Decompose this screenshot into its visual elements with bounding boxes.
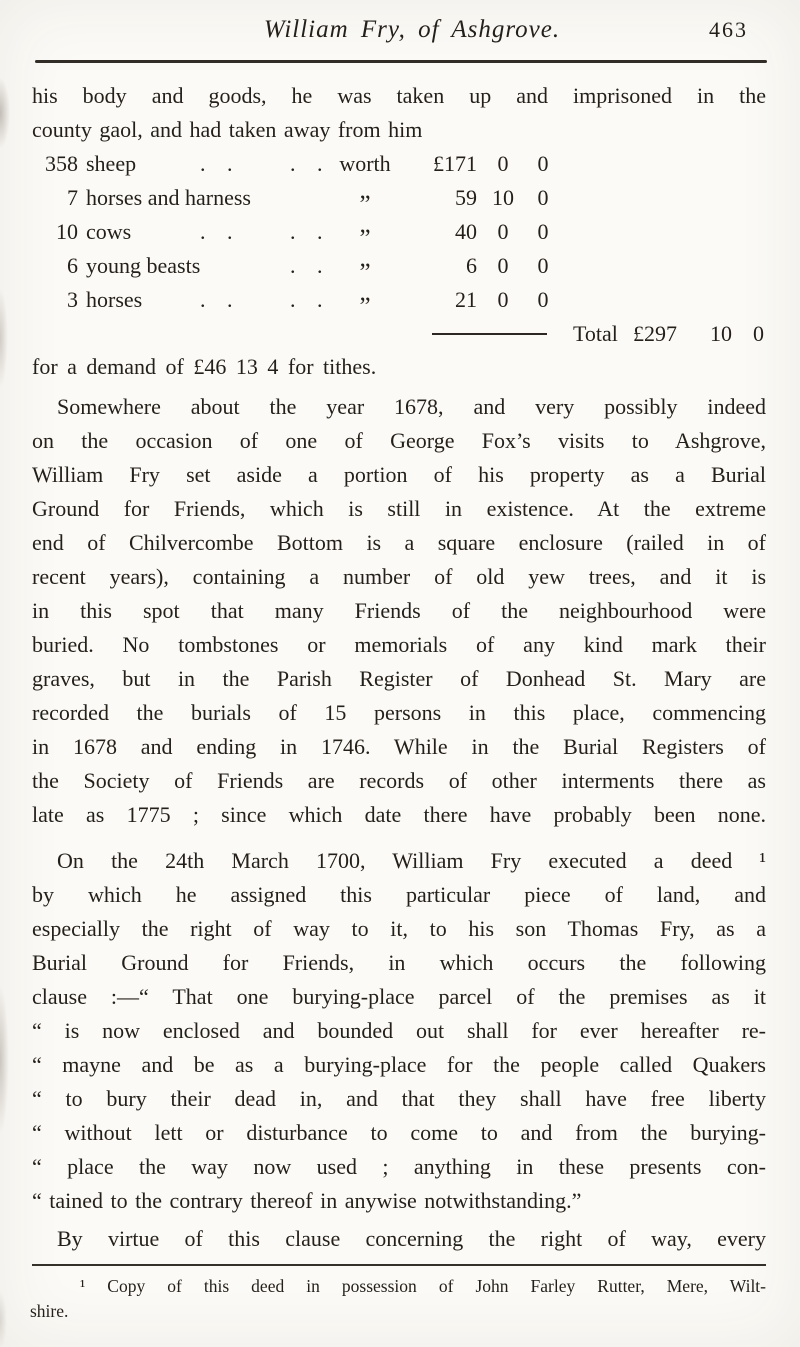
text-line: recorded the burials of 15 persons in this place, commencing — [32, 700, 766, 725]
worth-cell: worth — [339, 151, 391, 176]
paragraph — [32, 1222, 766, 1256]
pounds-cell: 59 — [455, 185, 477, 210]
table-row — [32, 279, 766, 317]
text-line: end of Chilvercombe Bottom is a square enclosure (railed in of — [32, 530, 766, 555]
pounds-cell: 21 — [455, 287, 477, 312]
pence-cell: 0 — [537, 287, 549, 312]
dot-leader: . . — [290, 253, 331, 278]
total-pence: 0 — [753, 321, 764, 346]
text-line: “ tained to the contrary thereof in anywise notwithstanding.” — [32, 1188, 582, 1213]
worth-cell: „ — [359, 245, 371, 272]
pence-cell: 0 — [537, 151, 549, 176]
footnote — [0, 1266, 800, 1324]
paragraph — [32, 844, 766, 1218]
pence-cell: 0 — [537, 219, 549, 244]
total-label: Total — [573, 321, 618, 346]
quantity-cell: 10 — [56, 219, 78, 244]
text-line: recent years), containing a number of old yew trees, and it is — [32, 564, 766, 589]
quantity-cell: 6 — [67, 253, 78, 278]
dot-leader: . . — [200, 151, 241, 176]
worth-cell: „ — [359, 279, 371, 306]
total-pounds: £297 — [633, 321, 677, 346]
text-line: buried. No tombstones or memorials of any kind mark their — [32, 632, 766, 657]
page-header — [0, 0, 800, 47]
pounds-cell: 40 — [455, 219, 477, 244]
pence-cell: 0 — [537, 253, 549, 278]
text-line: On the 24th March 1700, William Fry executed a deed ¹ — [57, 848, 766, 873]
text-line: Burial Ground for Friends, in which occurs the following — [32, 950, 766, 975]
livestock-valuation-table — [32, 147, 766, 317]
worth-cell: „ — [359, 177, 371, 204]
quantity-cell: 358 — [45, 151, 78, 176]
demand-line: for a demand of £46 13 4 for tithes. — [32, 354, 377, 379]
worth-cell: „ — [359, 211, 371, 238]
text-line: by which he assigned this particular piece of land, and — [32, 882, 766, 907]
text-line: “ is now enclosed and bounded out shall for ever hereafter re- — [32, 1018, 766, 1043]
dot-leader: . . — [290, 287, 331, 312]
dot-leader: . . — [290, 219, 331, 244]
page-number: 463 — [709, 17, 748, 42]
text-line: especially the right of way to it, to his son Thomas Fry, as a — [32, 916, 766, 941]
total-shillings: 10 — [710, 321, 732, 346]
text-line: shire. — [30, 1301, 69, 1321]
total-line — [32, 317, 766, 350]
quantity-cell: 7 — [67, 185, 78, 210]
running-head-title: William Fry, of Ashgrove. — [263, 16, 561, 43]
pounds-cell: 6 — [466, 253, 477, 278]
item-cell: sheep — [86, 151, 137, 176]
text-line: ¹ Copy of this deed in possession of John Farley Rutter, Mere, Wilt- — [80, 1276, 766, 1296]
text-line: clause :—“ That one burying-place parcel of the premises as it — [32, 984, 766, 1009]
paragraph — [32, 390, 766, 832]
text-line: in 1678 and ending in 1746. While in the Burial Registers of — [32, 734, 766, 759]
text-line: “ place the way now used ; anything in these presents con- — [32, 1154, 766, 1179]
total-rule — [432, 333, 547, 335]
text-line: his body and goods, he was taken up and imprisoned in the — [32, 83, 766, 108]
text-line: “ mayne and be as a burying-place for the people called Quakers — [32, 1052, 766, 1077]
text-line: the Society of Friends are records of other interments there as — [32, 768, 766, 793]
text-line: graves, but in the Parish Register of Donhead St. Mary are — [32, 666, 766, 691]
shillings-cell: 0 — [497, 253, 509, 278]
text-line: late as 1775 ; since which date there have probably been none. — [32, 802, 766, 827]
pence-cell: 0 — [537, 185, 549, 210]
text-line: William Fry set aside a portion of his property as a Burial — [32, 462, 766, 487]
text-line: “ to bury their dead in, and that they shall have free liberty — [32, 1086, 766, 1111]
shillings-cell: 10 — [492, 185, 514, 210]
text-line: By virtue of this clause concerning the right of way, every — [57, 1226, 766, 1251]
page-body — [0, 63, 800, 1256]
dot-leader: . . — [290, 151, 331, 176]
item-cell: horses and harness — [86, 185, 251, 210]
item-cell: horses — [86, 287, 143, 312]
paragraph-continuation — [32, 79, 766, 147]
shillings-cell: 0 — [497, 287, 509, 312]
text-line: Somewhere about the year 1678, and very possibly indeed — [57, 394, 766, 419]
pounds-cell: £171 — [433, 151, 477, 176]
shillings-cell: 0 — [497, 151, 509, 176]
text-line: “ without lett or disturbance to come to and from the burying- — [32, 1120, 766, 1145]
item-cell: cows — [86, 219, 132, 244]
dot-leader: . . — [200, 287, 241, 312]
dot-leader: . . — [200, 219, 241, 244]
text-line: on the occasion of one of George Fox’s visits to Ashgrove, — [32, 428, 766, 453]
text-line: in this spot that many Friends of the neighbourhood were — [32, 598, 766, 623]
text-line: county gaol, and had taken away from him — [32, 117, 423, 142]
text-line: Ground for Friends, which is still in existence. At the extreme — [32, 496, 766, 521]
quantity-cell: 3 — [67, 287, 78, 312]
item-cell: young beasts — [86, 253, 201, 278]
shillings-cell: 0 — [497, 219, 509, 244]
